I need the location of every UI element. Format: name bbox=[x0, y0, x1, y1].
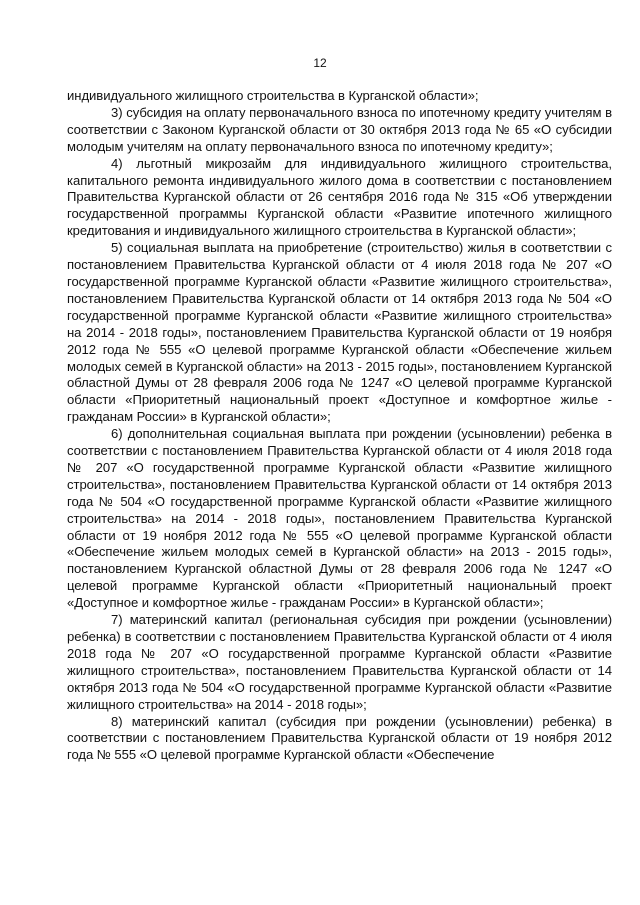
paragraph-item-8: 8) материнский капитал (субсидия при рождении (усыновлении) ребенка) в соответствии с постановлением Правительства Курганской области от 19 ноября 2012 года № 555 «О целевой программе Курганской области «Обеспечение bbox=[67, 713, 612, 763]
body-text bbox=[67, 88, 612, 764]
paragraph-item-6: 6) дополнительная социальная выплата при рождении (усыновлении) ребенка в соответствии с постановлением Правительства Курганской области от 4 июля 2018 года № 207 «О государственной программе Курганской области «Развитие жилищного строительства», постановлением Правительства Курганской области от 14 октября 2013 года № 504 «О государственной программе Курганской области «Развитие жилищного строительства» на 2014 - 2018 годы», постановлением Правительства Курганской области от 19 ноября 2012 года № 555 «О целевой программе Курганской области «Обеспечение жильем молодых семей в Курганской области» на 2013 - 2015 годы», постановлением Курганской областной Думы от 28 февраля 2006 года № 1247 «О целевой программе Курганской области «Приоритетный национальный проект «Доступное и комфортное жилье - гражданам России» в Курганской области»; bbox=[67, 426, 612, 611]
page-number: 12 bbox=[313, 56, 327, 70]
paragraph-item-3: 3) субсидия на оплату первоначального взноса по ипотечному кредиту учителям в соответствии с Законом Курганской области от 30 октября 2013 года № 65 «О субсидии молодым учителям на оплату первоначального взноса по ипотечному кредиту»; bbox=[67, 104, 612, 154]
paragraph-item-5: 5) социальная выплата на приобретение (строительство) жилья в соответствии с постановлением Правительства Курганской области от 4 июля 2018 года № 207 «О государственной программе Курганской области «Развитие жилищного строительства», постановлением Правительства Курганской области от 14 октября 2013 года № 504 «О государственной программе Курганской области «Развитие жилищного строительства» на 2014 - 2018 годы», постановлением Правительства Курганской области от 19 ноября 2012 года № 555 «О целевой программе Курганской области «Обеспечение жильем молодых семей в Курганской области» на 2013 - 2015 годы», постановлением Курганской областной Думы от 28 февраля 2006 года № 1247 «О целевой программе Курганской области «Приоритетный национальный проект «Доступное и комфортное жилье - гражданам России» в Курганской области»; bbox=[67, 240, 612, 425]
paragraph-item-7: 7) материнский капитал (региональная субсидия при рождении (усыновлении) ребенка) в соответствии с постановлением Правительства Курганской области от 4 июля 2018 года № 207 «О государственной программе Курганской области «Развитие жилищного строительства», постановлением Правительства Курганской области от 14 октября 2013 года № 504 «О государственной программе Курганской области «Развитие жилищного строительства» на 2014 - 2018 годы»; bbox=[67, 612, 612, 712]
paragraph-continuation: индивидуального жилищного строительства в Курганской области»; bbox=[67, 88, 479, 103]
paragraph-item-4: 4) льготный микрозайм для индивидуального жилищного строительства, капитального ремонта индивидуального жилого дома в соответствии с постановлением Правительства Курганской области от 26 сентября 2016 года № 315 «Об утверждении государственной программы Курганской области «Развитие ипотечного жилищного кредитования и индивидуального жилищного строительства в Курганской области»; bbox=[67, 155, 612, 239]
